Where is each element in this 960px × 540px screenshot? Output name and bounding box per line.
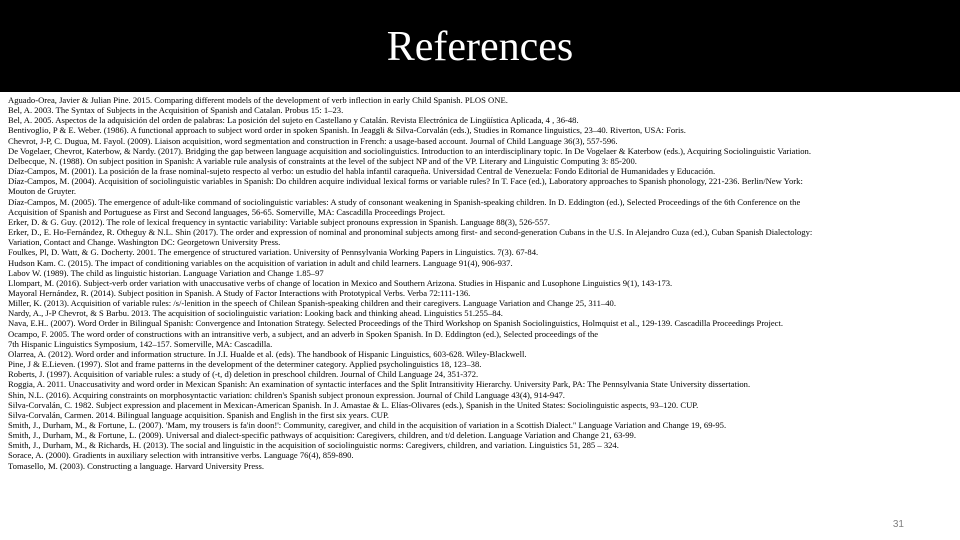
reference-entry: Pine, J & E.Lieven. (1997). Slot and frame patterns in the development of the determiner category. Applied psycholinguistics 18, 123–38. <box>8 359 482 370</box>
reference-entry: Díaz-Campos, M. (2001). La posición de la frase nominal-sujeto respecto al verbo: un estudio del habla infantil caraqueña. Universidad Central de Venezuela: Fondo Editorial de Humanidades y Educación. <box>8 166 716 177</box>
reference-entry: Nardy, A., J-P Chevrot, & S Barbu. 2013. The acquisition of sociolinguistic variation: Looking back and thinking ahead. Linguistics 51.255–84. <box>8 308 503 319</box>
reference-entry: Olarrea, A. (2012). Word order and information structure. In J.I. Hualde et al. (eds). The handbook of Hispanic Linguistics, 603-628. Wiley-Blackwell. <box>8 348 527 359</box>
reference-entry: Smith, J., Durham, M., & Fortune, L. (2007). 'Mam, my trousers is fa'in doon!': Community, caregiver, and child in the acquisition of variation in a Scottish Dialect." Language Variation and Change 19, 69-95. <box>8 420 727 430</box>
reference-entry: Roberts, J. (1997). Acquisition of variable rules: a study of (-t, d) deletion in preschool children. Journal of Child Language 24, 351-372. <box>8 369 479 380</box>
reference-entry: Smith, J., Durham, M., & Richards, H. (2013). The social and linguistic in the acquisition of sociolinguistic norms: Caregivers, children, and variation. Linguistics 51, 285 – 324. <box>8 440 619 451</box>
reference-entry: 7th Hispanic Linguistics Symposium, 142–157. Somerville, MA: Cascadilla. <box>8 338 273 349</box>
reference-entry: Mouton de Gruyter. <box>8 186 77 197</box>
references-list <box>8 95 956 471</box>
reference-entry: Shin, N.L. (2016). Acquiring constraints on morphosyntactic variation: children's Spanish subject pronoun expression. Journal of Child Language 43(4), 914-947. <box>8 389 565 400</box>
reference-entry: Chevrot, J-P, C. Dugua, M. Fayol. (2009). Liaison acquisition, word segmentation and construction in French: a usage-based account. Journal of Child Language 36(3), 557-596. <box>8 135 618 146</box>
reference-entry: Ocampo, F. 2005. The word order of constructions with an intransitive verb, a subject, and an adverb in Spoken Spanish. In D. Eddington (ed.), Selected proceedings of the <box>8 328 599 339</box>
reference-entry: Díaz-Campos, M. (2004). Acquisition of sociolinguistic variables in Spanish: Do children acquire individual lexical forms or variable rules? In T. Face (ed.), Laboratory approaches to Spanish phonology, 221-236. Berlin/New York: <box>8 176 803 187</box>
reference-entry: Bel, A. 2003. The Syntax of Subjects in the Acquisition of Spanish and Catalan. Probus 15: 1–23. <box>8 105 344 116</box>
reference-entry: Delbecque, N. (1988). On subject position in Spanish: A variable rule analysis of constraints at the level of the subject NP and of the VP. Literary and Linguistic Computing 3: 85-200. <box>8 155 637 166</box>
reference-entry: Variation, Contact and Change. Washington DC: Georgetown University Press. <box>8 237 281 248</box>
reference-entry: Mayoral Hernández, R. (2014). Subject position in Spanish. A Study of Factor Interactions with Prototypical Verbs. Verba 72:111-136. <box>8 287 471 298</box>
reference-entry: Díaz-Campos, M. (2005). The emergence of adult-like command of sociolinguistic variables: A study of consonant weakening in Spanish-speaking children. In D. Eddington (ed.), Selected Proceedings of the 6th Conference on the <box>8 196 801 207</box>
reference-entry: Miller, K. (2013). Acquisition of variable rules: /s/-lenition in the speech of Chilean Spanish-speaking children and their caregivers. Language Variation and Change 25, 311–40. <box>8 298 616 309</box>
reference-entry: Llompart, M. (2016). Subject-verb order variation with unaccusative verbs of change of location in Mexico and Southern Arizona. Studies in Hispanic and Lusophone Linguistics 9(1), 143-173. <box>8 277 673 288</box>
reference-entry: Silva-Corvalán, Carmen. 2014. Bilingual language acquisition. Spanish and English in the first six years. CUP. <box>8 409 389 420</box>
reference-entry: Smith, J., Durham, M., & Fortune, L. (2009). Universal and dialect-specific pathways of acquisition: Caregivers, children, and t/d deletion. Language Variation and Change 21, 63-99. <box>8 430 636 441</box>
reference-entry: Nava, E.H.. (2007). Word Order in Bilingual Spanish: Convergence and Intonation Strategy. Selected Proceedings of the Third Workshop on Spanish Sociolinguistics, Holmquist et al., 129-139. Cascadilla Proceedings Project. <box>8 318 784 329</box>
reference-entry: Tomasello, M. (2003). Constructing a language. Harvard University Press. <box>8 460 264 471</box>
reference-entry: Acquisition of Spanish and Portuguese as First and Second languages, 56-65. Somerville, MA: Cascadilla Proceedings Project. <box>8 206 446 217</box>
reference-entry: Labov W. (1989). The child as linguistic historian. Language Variation and Change 1.85–97 <box>8 267 324 278</box>
reference-entry: Roggia, A. 2011. Unaccusativity and word order in Mexican Spanish: An examination of syntactic interfaces and the Split Intransitivity Hierarchy. University Park, PA: The Pennsylvania State University dissertation. <box>8 379 751 390</box>
reference-entry: Erker, D., E. Ho-Fernández, R. Otheguy & N.L. Shin (2017). The order and expression of nominal and pronominal subjects among first- and second-generation Cubans in the U.S. In Alejandro Cuza (ed.), Cuban Spanish Dialectology: <box>8 227 813 238</box>
slide-title: References <box>386 24 574 70</box>
reference-entry: Erker, D. & G. Guy. (2012). The role of lexical frequency in syntactic variability: Variable subject pronouns expression in Spanish. Language 88(3), 526-557. <box>8 216 550 227</box>
reference-entry: Silva-Corvalán, C. 1982. Subject expression and placement in Mexican-American Spanish. In J. Amastae & L. Elías-Olivares (eds.), Spanish in the United States: Sociolinguistic aspects, 93–120. CUP. <box>8 399 699 410</box>
reference-entry: Hudson Kam. C. (2015). The impact of conditioning variables on the acquisition of variation in adult and child learners. Language 91(4), 906-937. <box>8 257 513 268</box>
slide-body <box>0 92 960 540</box>
reference-entry: Sorace, A. (2000). Gradients in auxiliary selection with intransitive verbs. Language 76(4), 859-890. <box>8 450 354 461</box>
reference-entry: Aguado-Orea, Javier & Julian Pine. 2015. Comparing different models of the development of verb inflection in early Child Spanish. PLOS ONE. <box>8 95 508 105</box>
reference-entry: De Vogelaer, Chevrot, Katerbow, & Nardy. (2017). Bridging the gap between language acquisition and sociolinguistics. Introduction to an interdisciplinary topic. In De Vogelaer & Katerbow (eds.), Acquiring Sociolinguistic Variation. <box>8 145 811 156</box>
reference-entry: Bentivoglio, P & E. Weber. (1986). A functional approach to subject word order in spoken Spanish. In Jeaggli & Silva-Corvalán (eds.), Studies in Romance linguistics, 23–40. Riverton, USA: Foris. <box>8 125 686 136</box>
reference-entry: Bel, A. 2005. Aspectos de la adquisición del orden de palabras: La posición del sujeto en Castellano y Catalán. Revista Electrónica de Lingüística Aplicada, 4 , 36-48. <box>8 115 579 126</box>
reference-entry: Foulkes, Pl, D. Watt, & G. Docherty. 2001. The emergence of structured variation. University of Pennsylvania Working Papers in Linguistics. 7(3). 67-84. <box>8 247 539 258</box>
page-number: 31 <box>892 519 904 530</box>
